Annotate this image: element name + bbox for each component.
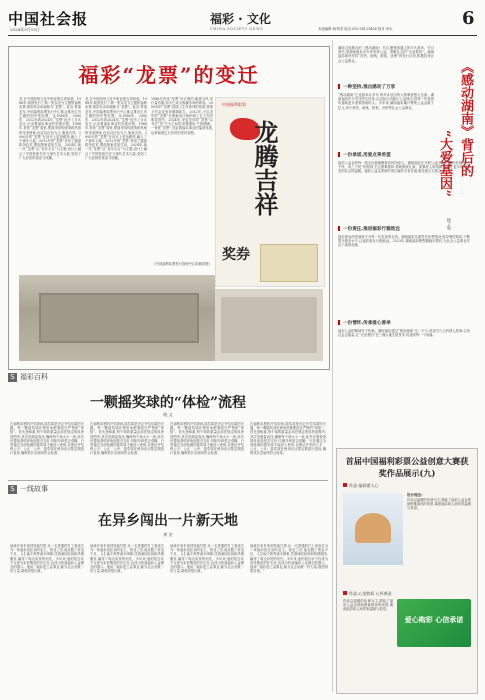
lottery-box-tag [343,483,378,489]
section-divider [8,480,328,481]
ticket-gold-strip [260,244,318,282]
story-title: 在异乡闯出一片新天地 [98,513,238,529]
main-article-body-right: 1988年首张“龙票”设计简约,寓意吉祥,发行量有限,如今已成为收藏市场的珍品。2000年的“龙票”延续了生肖系列的传统,票面上的金龙形象栩栩如生。2012年,壬辰龙年的“龙票”在图案设计和印刷工艺上均有明显提升。2024年,甲辰龙年的“龙票”以书法“龙”字为主视觉,浓墨重彩,气势磅礴。一张张“龙票”,见证着福彩事业的蓬勃发展,也承载着亿万彩民的美好祝愿。 [151,97,213,135]
right-section-4-text: 福彩公益的精神在于传承。湖南福彩通过“感动湖南”这一平台,讲述平凡人的感人故事,弘扬社会正能量,让“大爱基因”在三湘大地生根发芽,传递向每一个角落。 [338,329,470,338]
encyclopedia-label: 福彩百科 [20,373,48,381]
section-title: 福彩 · 文化 [210,12,271,26]
ticket-strip-panel [221,297,317,353]
right-section-4-text-label: 一份情怀,传承爱心善举 [343,321,391,326]
story-col-3: 他离开家乡来到异地打拼,从一名普通的打工者成长为一家福彩投注站的业主。创业之初,他克服了资金不足、人生地不熟等诸多困难,凭借诚信经营和热情服务,赢得了周边彩民的信任。多年来,他的投注站不仅成为彩民购彩的好去处,也成为传递福彩公益理念的窗口。他说:“福彩是公益事业,能为社会贡献一份力量,我感到很自豪。” [170,544,244,574]
encyclopedia-col-2: 在福利彩票的开奖现场,摇奖球是决定开奖结果的关键。每一颗摇奖球在使用前都要经过严格的“体检”。首先是称重,每个球的重量必须在规定的误差范围内;其次是测量直径,确保每个球大小一致;此外还要检查球体表面是否完好,印刷号码是否清晰。只有通过全部检测的摇奖球才能投入使用,以保证开奖的公平、公正、公开。摇奖球在使用后还要定期进行复检,确保其状态始终符合标准。 [90,422,164,456]
page-number: 6 [462,8,475,29]
encyclopedia-byline: 晓 文 [163,412,173,417]
lottery-artwork-1 [343,493,403,565]
date-line: 2024年3月15日 [10,27,40,32]
right-column-author: 杨立勋 [447,218,452,230]
column-divider [332,40,333,692]
lottery-design-label: 设计理念: [407,493,423,497]
ticket-caption: 奖券 [222,247,250,263]
right-column-title-2: “大爱基因” [437,130,452,197]
main-article-source: (中国福利彩票发行管理中心供稿供图) [154,262,210,266]
right-section-1-text: “感动湖南”已连续举办多年,每年评选出的人物事迹感人至深。湖南福彩作为节目的支持者,以实际行动践行公益理念,将每一份善意传递给更多需要帮助的人。多年来,湖南福彩累计筹集公益金数十亿元,用于养老、助残、救孤、济困等社会公益事业。 [338,93,434,110]
ticket-calligraphy: 龙腾吉祥 [250,120,279,216]
right-intro: 湖南卫视推出的《感动湖南》节目,聚焦普通人的平凡善举。节目背后,是湖南福彩多年来坚持公益、奉献社会的“大爱基因”。湖南福彩始终坚持“扶老、助残、救孤、济困”的发行宗旨,积极投身社会公益事业。 [338,46,434,63]
lottery-box [336,448,478,694]
newspaper-logo: 中国社会报 [8,10,89,28]
right-section-2-text: 福彩公益金的每一笔支出都凝聚着彩民的爱心。湖南福彩在开展公益活动时,始终坚持“取之于民、用之于民”的原则,关注困难群体,帮助困境儿童、孤寡老人和残障人士,让更多的人感受到社会的温暖。福彩公益金资助的项目遍布全省各地,惠及数百万群众。 [338,161,470,174]
story-col-4: 他离开家乡来到异地打拼,从一名普通的打工者成长为一家福彩投注站的业主。创业之初,他克服了资金不足、人生地不熟等诸多困难,凭借诚信经营和热情服务,赢得了周边彩民的信任。多年来,他的投注站不仅成为彩民购彩的好去处,也成为传递福彩公益理念的窗口。他说:“福彩是公益事业,能为社会贡献一份力量,我感到很自豪。” [250,544,328,574]
main-article-title: 福彩“龙票”的变迁 [78,63,260,87]
artwork-1-figure [355,513,391,543]
bar-marker [338,226,340,231]
story-col-2: 他离开家乡来到异地打拼,从一名普通的打工者成长为一家福彩投注站的业主。创业之初,他克服了资金不足、人生地不熟等诸多困难,凭借诚信经营和热情服务,赢得了周边彩民的信任。多年来,他的投注站不仅成为彩民购彩的好去处,也成为传递福彩公益理念的窗口。他说:“福彩是公益事业,能为社会贡献一份力量,我感到很自豪。” [90,544,164,574]
ticket-strip-image [215,289,323,361]
right-section-1-label [338,84,395,90]
right-section-3-text-label: 一份责任,推进福彩行稳致远 [343,227,400,232]
lottery-box-banner: 首届中国福利彩票公益创意大赛获奖作品展示(九) [345,456,469,478]
encyclopedia-tag [8,372,48,382]
ticket-logo: 中国福利彩票 [222,102,246,107]
tag-square-icon [343,591,347,595]
right-section-4-label [338,320,391,326]
story-tag [8,484,48,494]
lottery-ad-text: 爱心购彩 心信承诺 [404,615,464,624]
encyclopedia-col-3: 在福利彩票的开奖现场,摇奖球是决定开奖结果的关键。每一颗摇奖球在使用前都要经过严格的“体检”。首先是称重,每个球的重量必须在规定的误差范围内;其次是测量直径,确保每个球大小一致;此外还要检查球体表面是否完好,印刷号码是否清晰。只有通过全部检测的摇奖球才能投入使用,以保证开奖的公平、公正、公开。摇奖球在使用后还要定期进行复检,确保其状态始终符合标准。 [170,422,244,456]
section-english: CHINA SOCIETY NEWS [210,27,264,31]
right-section-1-text-label: 一种坚持,推出感动了万家 [343,85,396,90]
masthead [0,0,485,40]
lottery-design-text-2: 作品以温暖的色调为主,描绘了福彩公益金帮助困难群体的场景,寓意福彩给人间带来温暖与希望。 [343,599,393,612]
bar-marker [338,152,340,157]
story-col-1: 他离开家乡来到异地打拼,从一名普通的打工者成长为一家福彩投注站的业主。创业之初,他克服了资金不足、人生地不熟等诸多困难,凭借诚信经营和热情服务,赢得了周边彩民的信任。多年来,他的投注站不仅成为彩民购彩的好去处,也成为传递福彩公益理念的窗口。他说:“福彩是公益事业,能为社会贡献一份力量,我感到很自豪。” [10,544,84,574]
main-article-body-left: 龙,在中国传统文化中象征着吉祥如意。1988年,我国发行了第一张以龙为主题的福利彩票,被彩民亲切地称为“龙票”。此后,每逢龙年,中国福利彩票发行中心都会推出生肖主题的即开型彩票。从1988年、2000年、2012年到2024年,“龙票”经历了多次变迁,记录着福彩事业的发展历程。1988年,首张“龙票”面世,票面采用传统剪纸风格的龙形图案,色彩以红色为主,寓意吉祥。2000年的“龙票”在设计上更加精美,融入了千禧年元素。2012年的“龙票”采用了镭射防伪技术,票面图案更加生动。2024年,新一代“龙票”以“龙年大吉”为主题,设计上融合了中国传统书法与现代艺术元素,受到了广大彩民的喜爱与收藏。 [19,97,81,160]
lottery-design-text: 作品以温暖的色调为主,描绘了福彩公益金帮助困难群体的场景,寓意福彩给人间带来温暖与希望。 [407,498,471,511]
dragon-ticket-image [215,97,325,287]
right-section-3-label [338,226,400,232]
right-section-2-label [338,152,391,158]
right-section-2-text-label: 一份承诺,用爱点亮希望 [343,153,391,158]
right-title-line1: 《感动湖南》背后的 [458,60,473,177]
main-article-body-mid: 龙,在中国传统文化中象征着吉祥如意。1988年,我国发行了第一张以龙为主题的福利彩票,被彩民亲切地称为“龙票”。此后,每逢龙年,中国福利彩票发行中心都会推出生肖主题的即开型彩票。从1988年、2000年、2012年到2024年,“龙票”经历了多次变迁,记录着福彩事业的发展历程。1988年,首张“龙票”面世,票面采用传统剪纸风格的龙形图案,色彩以红色为主,寓意吉祥。2000年的“龙票”在设计上更加精美,融入了千禧年元素。2012年的“龙票”采用了镭射防伪技术,票面图案更加生动。2024年,新一代“龙票”以“龙年大吉”为主题,设计上融合了中国传统书法与现代艺术元素,受到了广大彩民的喜爱与收藏。 [85,97,147,160]
encyclopedia-title: 一颗摇奖球的“体检”流程 [89,395,247,411]
dragon-relief-image [19,275,215,361]
lottery-box-tag-text: 作品:福彩暖人心 [349,483,379,488]
lottery-artwork-2 [397,599,471,647]
main-article [8,46,330,370]
bar-marker [338,320,340,325]
story-byline: 黄 安 [163,532,173,537]
relief-panel [39,293,199,343]
section-s-icon: S [8,485,17,494]
bar-marker [338,84,340,89]
encyclopedia-col-4: 在福利彩票的开奖现场,摇奖球是决定开奖结果的关键。每一颗摇奖球在使用前都要经过严格的“体检”。首先是称重,每个球的重量必须在规定的误差范围内;其次是测量直径,确保每个球大小一致;此外还要检查球体表面是否完好,印刷号码是否清晰。只有通过全部检测的摇奖球才能投入使用,以保证开奖的公平、公正、公开。摇奖球在使用后还要定期进行复检,确保其状态始终符合标准。 [250,422,326,456]
tag-square-icon [343,483,347,487]
header-rule [8,35,477,36]
encyclopedia-col-1: 在福利彩票的开奖现场,摇奖球是决定开奖结果的关键。每一颗摇奖球在使用前都要经过严格的“体检”。首先是称重,每个球的重量必须在规定的误差范围内;其次是测量直径,确保每个球大小一致;此外还要检查球体表面是否完好,印刷号码是否清晰。只有通过全部检测的摇奖球才能投入使用,以保证开奖的公平、公正、公开。摇奖球在使用后还要定期进行复检,确保其状态始终符合标准。 [10,422,84,456]
story-label: 一线故事 [20,485,48,493]
section-s-icon: S [8,373,17,382]
lottery-box-tag-2 [343,591,392,597]
lottery-box-tag-2-text: 作品:心信购彩 心怀善意 [349,591,392,596]
right-section-3-text: 福彩事业的发展离不开每一位彩民的支持。湖南福彩注重责任彩票建设,倡导理性购彩,不断提升服务水平,让福彩事业行稳致远。2023年,湖南福彩销售额稳步增长,为社会公益事业作出了新的贡献。 [338,235,470,248]
editor-info: 本版编辑:杨李国 电话:010-58123456 校对:李永 [318,27,393,31]
